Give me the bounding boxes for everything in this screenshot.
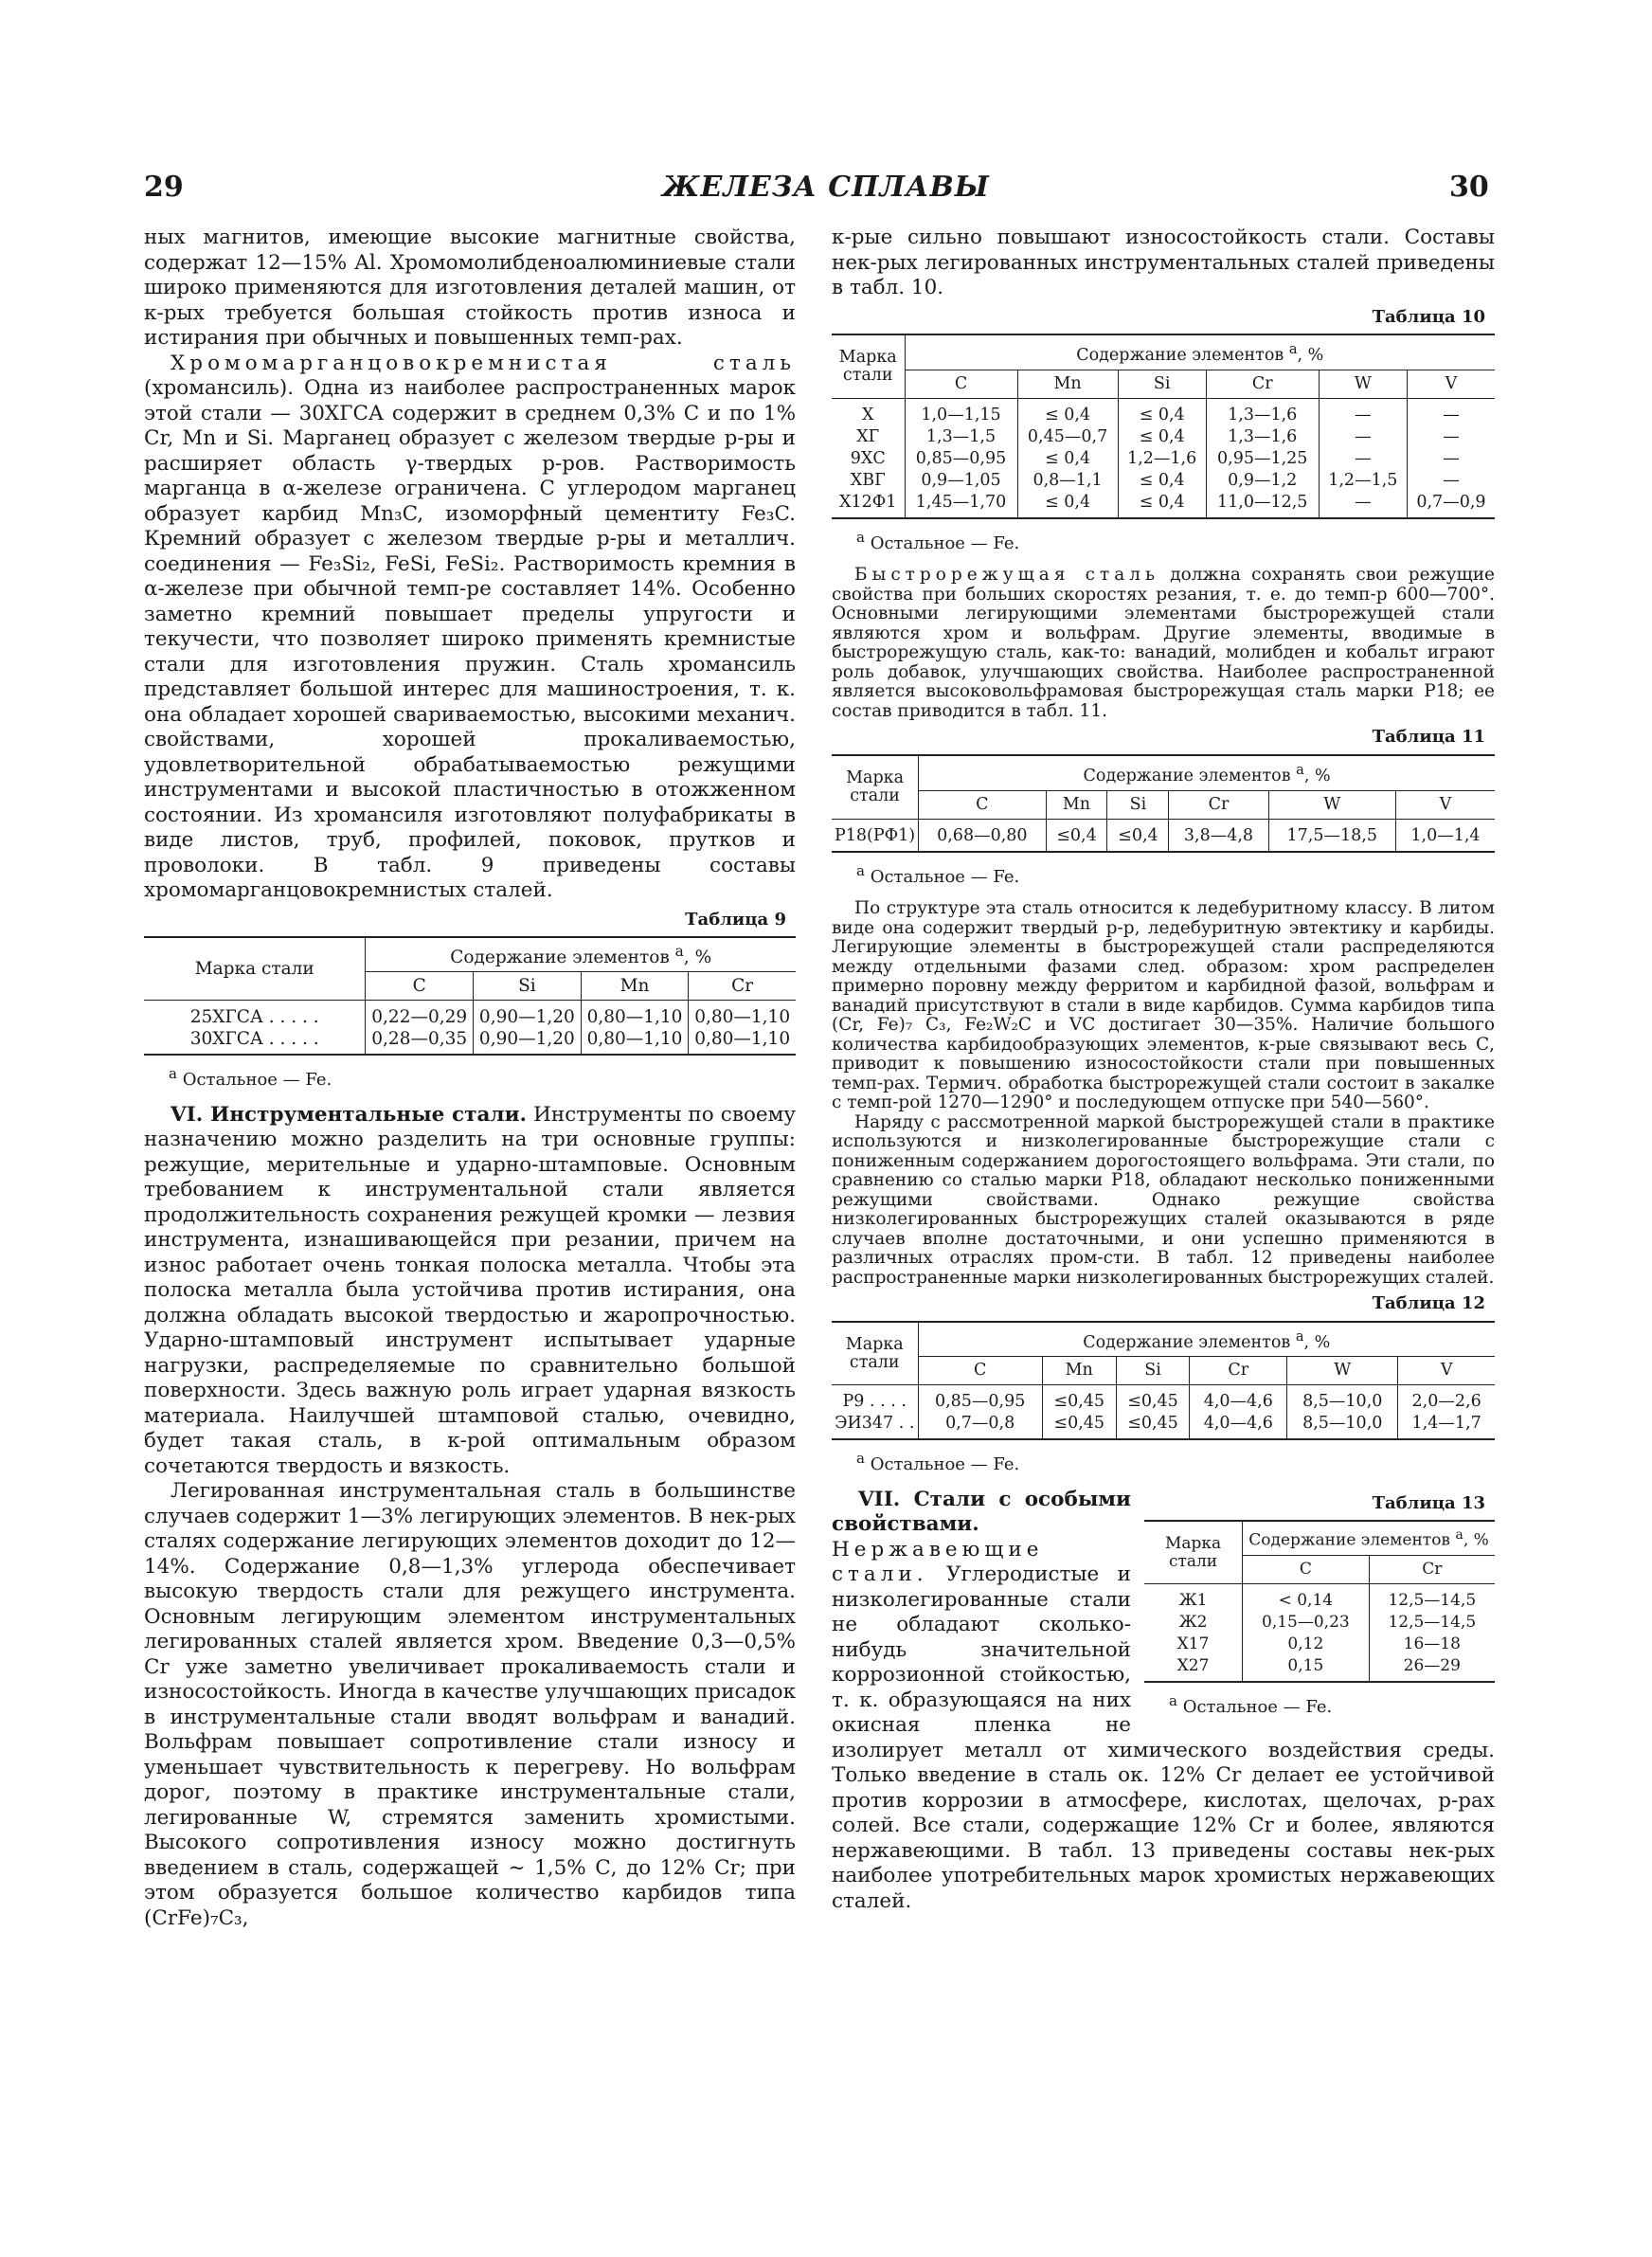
col-header: Mn bbox=[1046, 790, 1107, 819]
row-label: Ж2 bbox=[1178, 1613, 1208, 1633]
cell: 0,8—1,1 bbox=[1017, 470, 1118, 492]
cell: 8,5—10,0 bbox=[1287, 1413, 1398, 1439]
col-header: W bbox=[1268, 790, 1395, 819]
section-title: VI. Инструментальные стали. bbox=[171, 1102, 527, 1127]
footnote-mark: а bbox=[1296, 761, 1304, 778]
paragraph bbox=[144, 352, 796, 904]
col-header-mark: Марка стали bbox=[832, 755, 919, 819]
cell: — bbox=[1319, 492, 1407, 518]
table-row bbox=[832, 1413, 1495, 1439]
col-header: V bbox=[1398, 1357, 1495, 1385]
table-caption: Таблица 12 bbox=[1372, 1293, 1485, 1314]
term-lead: Хромомарганцовокремнистая сталь bbox=[171, 351, 796, 375]
cell: — bbox=[1319, 405, 1407, 426]
cell: 0,85—0,95 bbox=[905, 448, 1017, 470]
table-row bbox=[1144, 1634, 1495, 1655]
cell: 0,7—0,9 bbox=[1407, 492, 1495, 518]
col-header: Mn bbox=[1017, 370, 1118, 398]
cell: 0,12 bbox=[1243, 1634, 1370, 1655]
col-header-mark: Марка стали bbox=[832, 1322, 918, 1385]
right-page-number: 30 bbox=[1449, 171, 1489, 204]
cell: ≤0,45 bbox=[1042, 1391, 1116, 1413]
cell: ≤0,4 bbox=[1046, 825, 1107, 852]
col-header-mark: Марка стали bbox=[1144, 1521, 1243, 1583]
footnote-text: Остальное — Fe. bbox=[182, 1070, 332, 1091]
table-13-box bbox=[1144, 1488, 1495, 1730]
table-caption: Таблица 9 bbox=[685, 909, 786, 930]
term-lead: Нержавеющие стали. bbox=[832, 1537, 1044, 1587]
cell: ≤0,4 bbox=[1107, 825, 1169, 852]
table-9 bbox=[144, 936, 796, 1056]
content-label: Содержание элементов bbox=[1248, 1531, 1451, 1551]
col-header: W bbox=[1319, 370, 1407, 398]
footnote-text: Остальное — Fe. bbox=[870, 533, 1020, 553]
unit-label: , % bbox=[1297, 345, 1324, 365]
col-header-content bbox=[919, 755, 1495, 790]
paragraph: Наряду с рассмотренной маркой быстрорежущей стали в практике используются и низколегированные быстрорежущие стали с пониженным содержанием дорогостоящего вольфрама. Эти стали, по сравнению со сталью марки Р18, обладают несколько пониженными режущими свойствами. Однако режущие свойства низколегированных быстрорежущих сталей оказываются в ряде случаев вполне достаточными, и они успешно применяются в различных отраслях пром-сти. В табл. 12 приведены наиболее распространенные марки низколегированных быстрорежущих сталей. bbox=[832, 1111, 1495, 1288]
col-header: W bbox=[1287, 1357, 1398, 1385]
col-header: Si bbox=[1116, 1357, 1190, 1385]
paragraph-text: Инструменты по своему назначению можно разделить на три основные группы: режущие, мерительные и ударно-штамповые. Основным требованием к инструментальной стали является продолжительность сохранения режущей кромки — лезвия инструмента, изнашивающейся при резании, причем на износ работает очень тонкая полоска металла. Чтобы эта полоска металла была устойчива против истирания, она должна обладать высокой твердостью и жаропрочностью. Ударно-штамповый инструмент испытывает ударные нагрузки, распределяемые по сравнительно большой поверхности. Здесь важную роль играет ударная вязкость материала. Наилучшей штамповой сталью, очевидно, будет такая сталь, в к-рой оптимальным образом сочетаются твердость и вязкость. bbox=[144, 1102, 796, 1478]
footnote-mark: а bbox=[1295, 1327, 1304, 1345]
running-title: ЖЕЛЕЗА СПЛАВЫ bbox=[662, 171, 990, 204]
unit-label: , % bbox=[1303, 766, 1331, 785]
cell: ≤0,45 bbox=[1116, 1413, 1190, 1439]
cell: 0,7—0,8 bbox=[918, 1413, 1042, 1439]
cell: — bbox=[1407, 405, 1495, 426]
table-row bbox=[832, 492, 1495, 518]
paragraph: По структуре эта сталь относится к ледебуритному классу. В литом виде она содержит твердый р-р, ледебуритную эвтектику и карбиды. Легирующие элементы в быстрорежущей стали распределяются между отдельными фазами след. образом: хром распределен примерно поровну между ферритом и карбидной фазой, вольфрам и ванадий присутствуют в стали в виде карбидов. Сумма карбидов типа (Cr, Fe)₇ C₃, Fe₂W₂C и VC достигает 30—35%. Наличие большого количества карбидообразующих элементов, к-рые связывают весь С, приводит к повышению износостойкости стали при повышенных темп-рах. Термич. обработка быстрорежущей стали состоит в закалке с темп-рой 1270—1290° и последующем отпуске при 540—560°. bbox=[832, 898, 1495, 1113]
table-10 bbox=[832, 334, 1495, 519]
footnote-mark: а bbox=[1455, 1527, 1463, 1544]
cell: — bbox=[1319, 448, 1407, 470]
row-label: Х12Ф1 bbox=[832, 492, 905, 518]
col-header: C bbox=[905, 370, 1017, 398]
cell: 1,45—1,70 bbox=[905, 492, 1017, 518]
row-label: 9ХС bbox=[850, 448, 886, 468]
row-label: Ж1 bbox=[1178, 1591, 1208, 1611]
cell: 1,2—1,6 bbox=[1118, 448, 1206, 470]
col-header-mark: Марка стали bbox=[144, 937, 366, 1001]
col-header: Cr bbox=[1169, 790, 1268, 819]
col-header: C bbox=[918, 1357, 1042, 1385]
col-header: Mn bbox=[1042, 1357, 1116, 1385]
footnote-mark: а bbox=[856, 861, 865, 879]
table-row bbox=[832, 426, 1495, 448]
cell: 0,90—1,20 bbox=[474, 1028, 582, 1055]
col-header-mark: Марка стали bbox=[832, 334, 905, 398]
cell: — bbox=[1407, 448, 1495, 470]
paragraph-text: (хромансиль). Одна из наиболее распространенных марок этой стали — 30ХГСА содержит в среднем 0,3% С и по 1% Cr, Mn и Si. Марганец образует с железом твердые р-ры и расширяет область γ-твердых р-ров. Растворимость марганца в α-железе ограничена. С углеродом марганец образует карбид Mn₃C, изоморфный цементиту Fe₃C. Кремний образует с железом твердые р-ры и металлич. соединения — Fe₃Si₂, FeSi, FeSi₂. Растворимость кремния в α-железе при обычной темп-ре составляет 14%. Особенно заметно кремний повышает пределы упругости и текучести, что позволяет широко применять кремнистые стали для изготовления пружин. Сталь хромансиль представляет большой интерес для машиностроения, т. к. она обладает хорошей свариваемостью, высокими механич. свойствами, хорошей прокаливаемостью, удовлетворительной обрабатываемостью режущими инструментами и высокой пластичностью в отожженном состоянии. Из хромансиля изготовляют полуфабрикаты в виде листов, труб, профилей, поковок, прутков и проволоки. В табл. 9 приведены составы хромомарганцовокремнистых сталей. bbox=[144, 376, 796, 902]
table-caption: Таблица 10 bbox=[1372, 306, 1485, 327]
cell: 0,15—0,23 bbox=[1243, 1612, 1370, 1634]
col-header: Cr bbox=[689, 972, 796, 1001]
table-11 bbox=[832, 754, 1495, 853]
content-label: Содержание элементов bbox=[1083, 1332, 1291, 1352]
col-header: C bbox=[366, 972, 474, 1001]
cell: ≤ 0,4 bbox=[1118, 492, 1206, 518]
table-13 bbox=[1144, 1520, 1495, 1683]
table-footnote bbox=[169, 1061, 796, 1093]
cell: 12,5—14,5 bbox=[1369, 1590, 1495, 1612]
col-header: Si bbox=[1118, 370, 1206, 398]
table-row bbox=[1144, 1590, 1495, 1612]
unit-label: , % bbox=[683, 948, 712, 968]
col-header: Mn bbox=[581, 972, 689, 1001]
cell: 0,28—0,35 bbox=[366, 1028, 474, 1055]
small-print-block bbox=[832, 566, 1495, 721]
table-row bbox=[1144, 1655, 1495, 1682]
col-header: C bbox=[919, 790, 1046, 819]
unit-label: , % bbox=[1463, 1531, 1489, 1551]
footnote-mark: а bbox=[1169, 1692, 1177, 1710]
row-label: Х bbox=[862, 405, 874, 424]
cell: 3,8—4,8 bbox=[1169, 825, 1268, 852]
footnote-mark: а bbox=[856, 1450, 865, 1468]
cell: 17,5—18,5 bbox=[1268, 825, 1395, 852]
row-label: Р9 . . . . bbox=[842, 1392, 907, 1412]
table-footnote bbox=[1169, 1688, 1495, 1721]
cell: 0,90—1,20 bbox=[474, 1006, 582, 1028]
cell: 0,85—0,95 bbox=[918, 1391, 1042, 1413]
left-column bbox=[144, 226, 796, 1931]
col-header: Si bbox=[474, 972, 582, 1001]
cell: 11,0—12,5 bbox=[1206, 492, 1319, 518]
table-row bbox=[832, 825, 1495, 852]
footnote-text: Остальное — Fe. bbox=[870, 866, 1020, 887]
row-label: ХВГ bbox=[850, 470, 886, 490]
term-lead: Быстрорежущая сталь bbox=[854, 565, 1160, 586]
cell: ≤ 0,4 bbox=[1118, 426, 1206, 448]
cell: ≤ 0,4 bbox=[1017, 448, 1118, 470]
footnote-mark: а bbox=[169, 1065, 177, 1083]
cell: — bbox=[1319, 426, 1407, 448]
unit-label: , % bbox=[1303, 1332, 1331, 1352]
cell: 2,0—2,6 bbox=[1398, 1391, 1495, 1413]
cell: ≤ 0,4 bbox=[1017, 405, 1118, 426]
table-row bbox=[144, 1028, 796, 1055]
cell: 1,2—1,5 bbox=[1319, 470, 1407, 492]
col-header: Si bbox=[1107, 790, 1169, 819]
col-header: V bbox=[1407, 370, 1495, 398]
table-row bbox=[144, 1006, 796, 1028]
cell: 0,68—0,80 bbox=[919, 825, 1046, 852]
right-column bbox=[832, 226, 1495, 1914]
cell: ≤ 0,4 bbox=[1118, 470, 1206, 492]
table-row bbox=[1144, 1612, 1495, 1634]
table-row bbox=[832, 405, 1495, 426]
content-label: Содержание элементов bbox=[450, 948, 670, 968]
cell: ≤ 0,4 bbox=[1017, 492, 1118, 518]
cell: 0,9—1,05 bbox=[905, 470, 1017, 492]
cell: 1,3—1,6 bbox=[1206, 405, 1319, 426]
row-label: Р18(РФ1) bbox=[832, 825, 919, 852]
cell: 1,4—1,7 bbox=[1398, 1413, 1495, 1439]
table-footnote bbox=[856, 1446, 1495, 1478]
col-header: Cr bbox=[1206, 370, 1319, 398]
footnote-mark: а bbox=[1288, 341, 1298, 357]
cell: 1,0—1,15 bbox=[905, 405, 1017, 426]
table-caption: Таблица 11 bbox=[1372, 727, 1485, 748]
col-header-content bbox=[918, 1322, 1495, 1357]
col-header: V bbox=[1395, 790, 1495, 819]
row-label: 30ХГСА . . . . . bbox=[144, 1028, 366, 1055]
left-page-number: 29 bbox=[144, 171, 184, 204]
cell: < 0,14 bbox=[1243, 1590, 1370, 1612]
cell: ≤0,45 bbox=[1042, 1413, 1116, 1439]
paragraph: Легированная инструментальная сталь в большинстве случаев содержит 1—3% легирующих элементов. В нек-рых сталях содержание легирующих элементов доходит до 12—14%. Содержание 0,8—1,3% углерода обеспечивает высокую твердость стали для режущего инструмента. Основным легирующим элементом инструментальных легированных сталей является хром. Введение 0,3—0,5% Cr уже заметно увеличивает прокаливаемость стали и износостойкость. Иногда в качестве улучшающих присадок в инструментальные стали вводят вольфрам и ванадий. Вольфрам повышает сопротивление стали износу и уменьшает чувствительность к перегреву. Но вольфрам дорог, поэтому в практике инструментальные стали, легированные W, стремятся заменить хромистыми. Высокого сопротивления износу можно достигнуть введением в сталь, содержащей ~ 1,5% С, до 12% Cr; при этом образуется большое количество карбидов типа (CrFe)₇C₃, bbox=[144, 1479, 796, 1930]
cell: 4,0—4,6 bbox=[1190, 1391, 1287, 1413]
cell: 0,80—1,10 bbox=[689, 1028, 796, 1055]
row-label: ХГ bbox=[856, 426, 880, 446]
cell: ≤0,45 bbox=[1116, 1391, 1190, 1413]
cell: 0,9—1,2 bbox=[1206, 470, 1319, 492]
col-header: Cr bbox=[1369, 1556, 1495, 1584]
table-row bbox=[832, 448, 1495, 470]
cell: 1,3—1,5 bbox=[905, 426, 1017, 448]
col-header-content bbox=[1243, 1521, 1495, 1555]
footnote-mark: а bbox=[856, 528, 865, 546]
content-label: Содержание элементов bbox=[1076, 345, 1284, 365]
paragraph bbox=[144, 1103, 796, 1480]
section-title: VII. Стали с особыми свойствами. bbox=[832, 1487, 1131, 1537]
cell: 4,0—4,6 bbox=[1190, 1413, 1287, 1439]
footnote-text: Остальное — Fe. bbox=[1182, 1697, 1333, 1718]
footnote-text: Остальное — Fe. bbox=[870, 1454, 1020, 1475]
table-12 bbox=[832, 1321, 1495, 1441]
table-row bbox=[832, 470, 1495, 492]
content-label: Содержание элементов bbox=[1083, 766, 1291, 785]
col-header: Cr bbox=[1190, 1357, 1287, 1385]
cell: 1,0—1,4 bbox=[1395, 825, 1495, 852]
col-header-content bbox=[366, 937, 796, 972]
cell: 12,5—14,5 bbox=[1369, 1612, 1495, 1634]
small-print-block bbox=[832, 899, 1495, 1288]
table-row bbox=[832, 1391, 1495, 1413]
cell: 26—29 bbox=[1369, 1655, 1495, 1682]
cell: 0,45—0,7 bbox=[1017, 426, 1118, 448]
col-header: C bbox=[1243, 1556, 1370, 1584]
cell: 16—18 bbox=[1369, 1634, 1495, 1655]
paragraph: к-рые сильно повышают износостойкость стали. Составы нек-рых легированных инструментальных сталей приведены в табл. 10. bbox=[832, 226, 1495, 299]
paragraph-text: Углеродистые и низколегированные стали не обладают сколько-нибудь значительной коррозионной стойкостью, т. к. образующаяся на них окисная пленка не изолирует металл от химического воздействия среды. Только введение в сталь ок. 12% Cr делает ее устойчивой против коррозии в атмосфере, кислотах, щелочах, р-рах солей. Все стали, содержащие 12% Cr и более, являются нержавеющими. В табл. 13 приведены составы нек-рых наиболее употребительных марок хромистых нержавеющих сталей. bbox=[832, 1562, 1495, 1913]
cell: 0,95—1,25 bbox=[1206, 448, 1319, 470]
row-label: ЭИ347 . . bbox=[832, 1413, 918, 1439]
cell: 0,80—1,10 bbox=[689, 1006, 796, 1028]
paragraph bbox=[832, 566, 1495, 721]
paragraph: ных магнитов, имеющие высокие магнитные свойства, содержат 12—15% Al. Хромомолибденоалюминиевые стали широко применяются для изготовления деталей машин, от к-рых требуется большая стойкость против износа и истирания при обычных и повышенных темп-рах. bbox=[144, 226, 796, 350]
row-label: Х27 bbox=[1144, 1655, 1243, 1682]
cell: 0,80—1,10 bbox=[581, 1028, 689, 1055]
paragraph-text: должна сохранять свои режущие свойства при больших скоростях резания, т. е. до темп-р 600—700°. Основными легирующими элементами быстрорежущей стали являются хром и вольфрам. Другие элементы, вводимые в быстрорежущую сталь, как-то: ванадий, молибден и кобальт играют роль добавок, улучшающих свойства. Наиболее распространенной является высоковольфрамовая быстрорежущая сталь марки Р18; ее состав приводится в табл. 11. bbox=[832, 565, 1495, 721]
cell: 0,80—1,10 bbox=[581, 1006, 689, 1028]
cell: — bbox=[1407, 470, 1495, 492]
cell: 1,3—1,6 bbox=[1206, 426, 1319, 448]
cell: — bbox=[1407, 426, 1495, 448]
cell: 0,15 bbox=[1243, 1655, 1370, 1682]
col-header-content bbox=[905, 334, 1495, 370]
cell: ≤ 0,4 bbox=[1118, 405, 1206, 426]
cell: 8,5—10,0 bbox=[1287, 1391, 1398, 1413]
table-footnote bbox=[856, 525, 1495, 557]
table-caption: Таблица 13 bbox=[1372, 1492, 1485, 1513]
row-label: 25ХГСА . . . . . bbox=[189, 1007, 319, 1028]
cell: 0,22—0,29 bbox=[366, 1006, 474, 1028]
footnote-mark: а bbox=[674, 943, 684, 960]
row-label: Х17 bbox=[1176, 1634, 1210, 1654]
table-footnote bbox=[856, 858, 1495, 891]
